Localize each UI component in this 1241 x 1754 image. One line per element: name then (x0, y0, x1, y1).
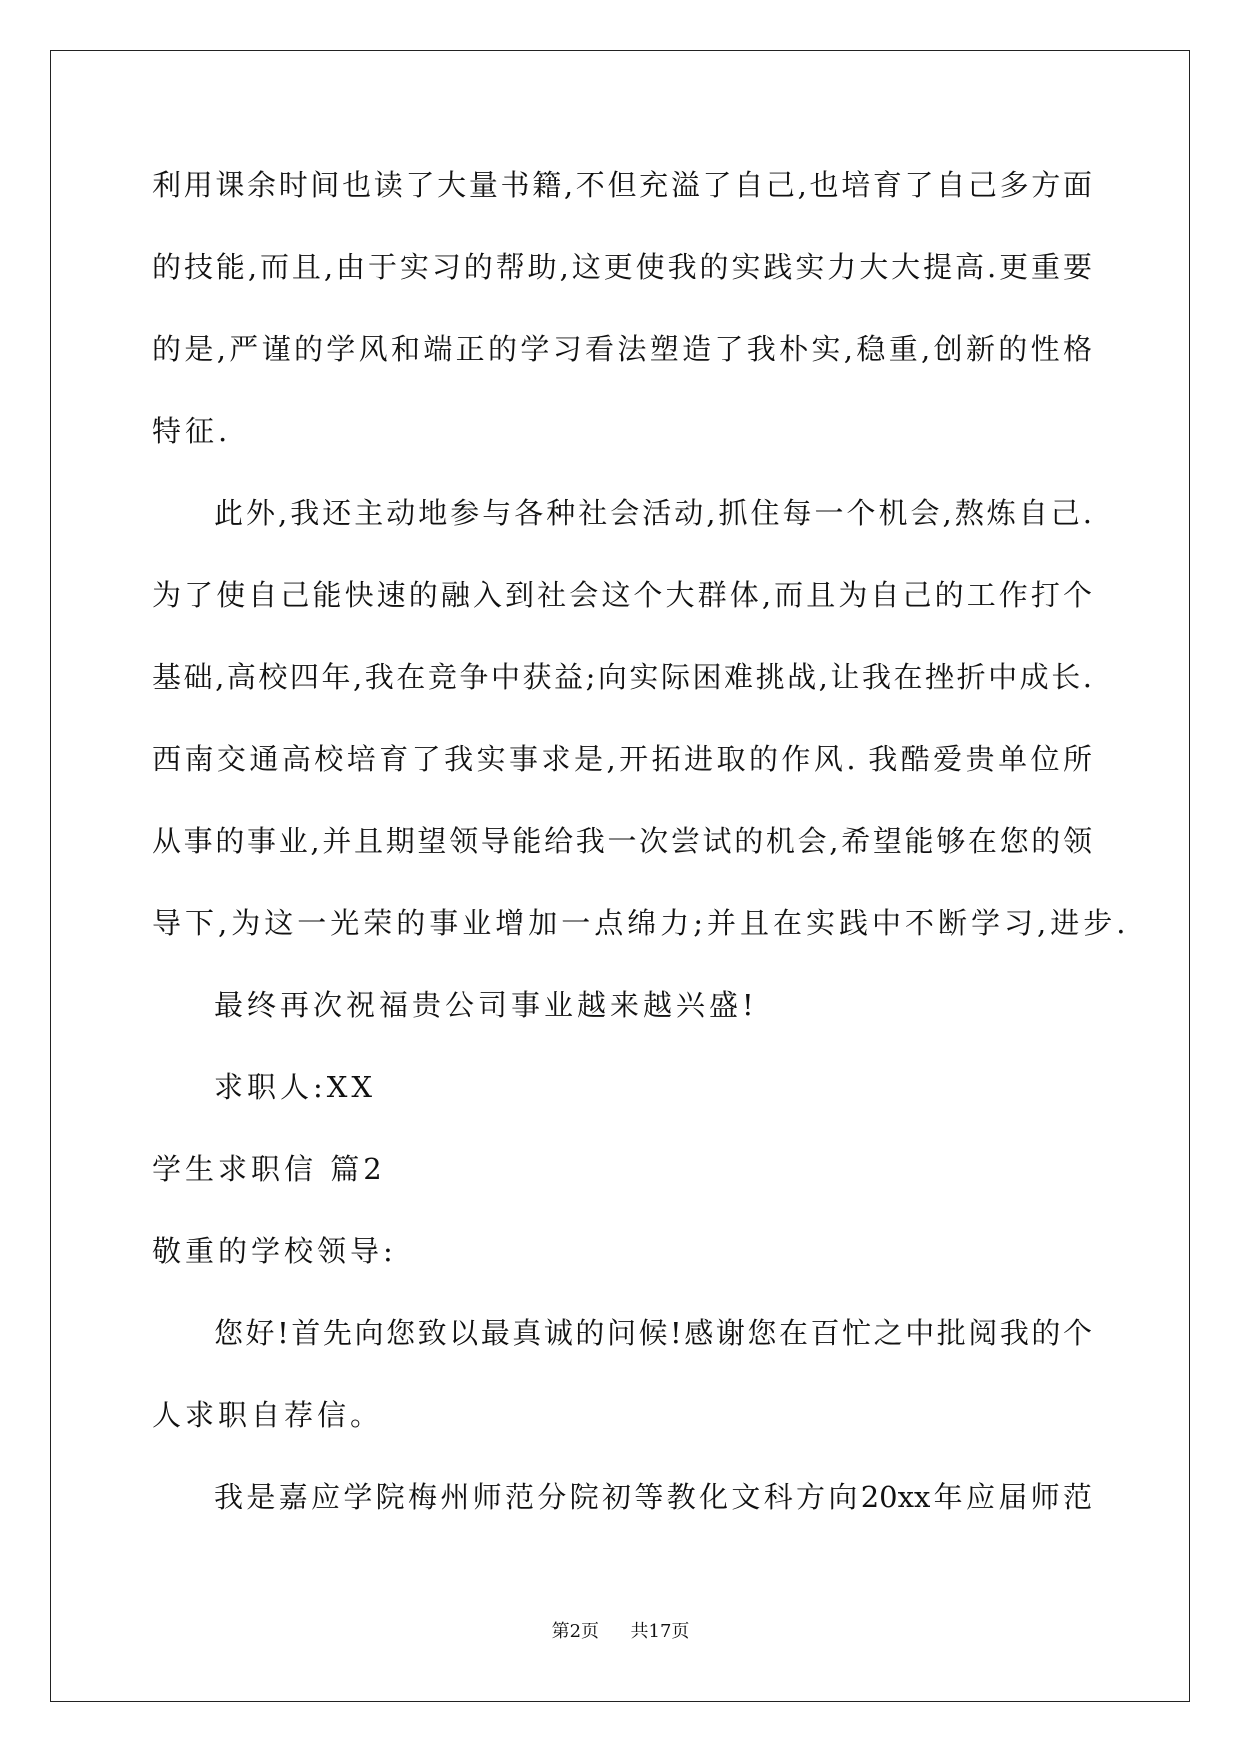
page-number: 第2页 (551, 1621, 600, 1642)
text-line: 利用课余时间也读了大量书籍,不但充溢了自己,也培育了自己多方面 (152, 168, 1092, 202)
text-line: 导下,为这一光荣的事业增加一点绵力;并且在实践中不断学习,进步. (152, 906, 1130, 940)
salutation: 敬重的学校领导: (152, 1234, 397, 1268)
text-line: 西南交通高校培育了我实事求是,开拓进取的作风. 我酷爱贵单位所 (152, 742, 1092, 776)
text-line: 最终再次祝福贵公司事业越来越兴盛! (214, 988, 758, 1022)
text-line: 人求职自荐信。 (152, 1398, 384, 1432)
text-line: 您好!首先向您致以最真诚的问候!感谢您在百忙之中批阅我的个 (214, 1316, 1092, 1350)
text-line: 的是,严谨的学风和端正的学习看法塑造了我朴实,稳重,创新的性格 (152, 332, 1092, 366)
text-line: 我是嘉应学院梅州师范分院初等教化文科方向20xx年应届师范 (214, 1480, 1092, 1514)
text-line: 从事的事业,并且期望领导能给我一次尝试的机会,希望能够在您的领 (152, 824, 1092, 858)
signature-line: 求职人:XX (214, 1070, 377, 1104)
section-heading: 学生求职信 篇2 (152, 1152, 386, 1186)
text-line: 的技能,而且,由于实习的帮助,这更使我的实践实力大大提高.更重要 (152, 250, 1092, 284)
page-total: 共17页 (630, 1621, 690, 1642)
document-body (152, 160, 1130, 1554)
page-footer (0, 1620, 1241, 1644)
text-line: 特征. (152, 414, 232, 448)
text-line: 基础,高校四年,我在竞争中获益;向实际困难挑战,让我在挫折中成长. (152, 660, 1092, 694)
text-line: 此外,我还主动地参与各种社会活动,抓住每一个机会,熬炼自己. (214, 496, 1092, 530)
text-line: 为了使自己能快速的融入到社会这个大群体,而且为自己的工作打个 (152, 578, 1092, 612)
